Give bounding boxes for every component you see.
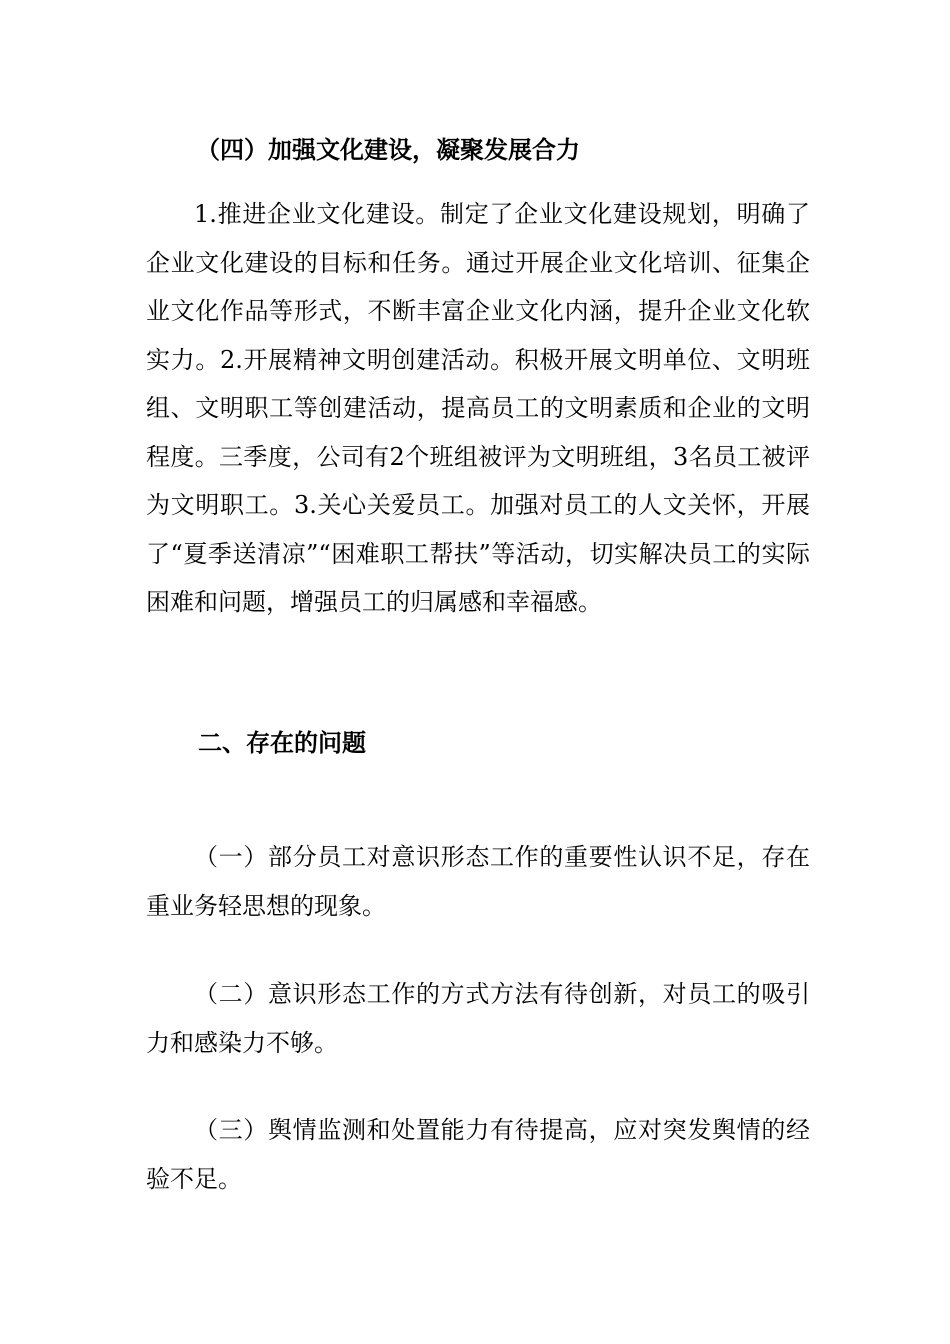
- problem-item-2: （二）意识形态工作的方式方法有待创新，对员工的吸引力和感染力不够。: [146, 980, 810, 1057]
- section-heading-culture: （四）加强文化建设，凝聚发展合力: [196, 136, 580, 164]
- section-heading-problems: 二、存在的问题: [198, 729, 366, 757]
- problem-item-1: （一）部分员工对意识形态工作的重要性认识不足，存在重业务轻思想的现象。: [146, 843, 810, 920]
- problem-item-3: （三）舆情监测和处置能力有待提高，应对突发舆情的经验不足。: [146, 1116, 810, 1193]
- culture-paragraph: 1.推进企业文化建设。制定了企业文化建设规划，明确了企业文化建设的目标和任务。通过开展企业文化培训、征集企业文化作品等形式，不断丰富企业文化内涵，提升企业文化软实力。2.开展精神文明创建活动。积极开展文明单位、文明班组、文明职工等创建活动，提高员工的文明素质和企业的文明程度。三季度，公司有2个班组被评为文明班组，3名员工被评为文明职工。3.关心关爱员工。加强对员工的人文关怀，开展了“夏季送清凉”“困难职工帮扶”等活动，切实解决员工的实际困难和问题，增强员工的归属感和幸福感。: [146, 200, 810, 616]
